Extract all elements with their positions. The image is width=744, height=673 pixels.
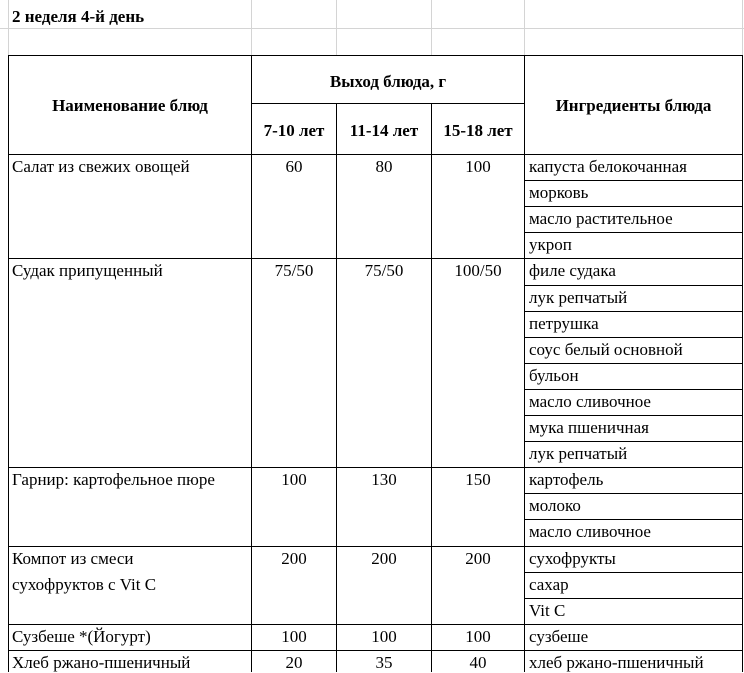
ingredient-divider bbox=[524, 285, 742, 286]
portion-15-18: 40 bbox=[469, 652, 487, 672]
ingredient: укроп bbox=[529, 235, 572, 255]
ingredient-divider bbox=[524, 572, 742, 573]
table-top-border bbox=[8, 55, 742, 56]
header-subdivider bbox=[251, 103, 524, 104]
ingredient-divider bbox=[524, 441, 742, 442]
portion-7-10: 75/50 bbox=[274, 261, 314, 281]
ingredient-divider bbox=[524, 598, 742, 599]
portion-15-18: 150 bbox=[465, 470, 491, 490]
header-age-7-10: 7-10 лет bbox=[263, 121, 325, 140]
col-border-3 bbox=[431, 103, 432, 672]
portion-11-14: 75/50 bbox=[364, 261, 404, 281]
ingredient: молоко bbox=[529, 496, 581, 516]
dish-name: Компот из смеси bbox=[12, 548, 134, 568]
ingredient: лук репчатый bbox=[529, 287, 628, 307]
ingredient: бульон bbox=[529, 365, 579, 385]
ingredient: капуста белокочанная bbox=[529, 157, 687, 176]
dish-name: сухофруктов с Vit C bbox=[12, 574, 157, 594]
ingredient: лук репчатый bbox=[529, 444, 628, 464]
ingredient-divider bbox=[524, 389, 742, 390]
portion-11-14: 130 bbox=[371, 470, 397, 490]
ingredient: масло растительное bbox=[529, 209, 673, 229]
col-border-1 bbox=[251, 55, 252, 672]
header-ingredients: Ингредиенты блюда bbox=[555, 96, 712, 115]
ingredient-divider bbox=[524, 363, 742, 364]
ingredient: соус белый основной bbox=[529, 339, 683, 359]
ingredient: петрушка bbox=[529, 313, 599, 333]
portion-7-10: 100 bbox=[281, 470, 307, 490]
dish-name: Салат из свежих овощей bbox=[12, 157, 190, 176]
grid-row-0 bbox=[0, 28, 744, 29]
header-output: Выход блюда, г bbox=[329, 72, 447, 91]
ingredient: Vit C bbox=[529, 600, 566, 620]
ingredient: сахар bbox=[529, 574, 569, 594]
dish-row-border bbox=[8, 650, 742, 651]
ingredient: сухофрукты bbox=[529, 548, 616, 568]
ingredient: сузбеше bbox=[529, 626, 589, 646]
ingredient-divider bbox=[524, 180, 742, 181]
ingredient: масло сливочное bbox=[529, 391, 651, 411]
ingredient: картофель bbox=[529, 470, 604, 490]
ingredient-divider bbox=[524, 519, 742, 520]
ingredient-divider bbox=[524, 493, 742, 494]
dish-row-border bbox=[8, 546, 742, 547]
portion-11-14: 200 bbox=[371, 548, 397, 568]
portion-11-14: 80 bbox=[375, 157, 393, 176]
portion-7-10: 60 bbox=[285, 157, 303, 176]
portion-7-10: 20 bbox=[285, 652, 303, 672]
portion-7-10: 200 bbox=[281, 548, 307, 568]
ingredient: мука пшеничная bbox=[529, 418, 649, 437]
table-left-border bbox=[8, 55, 9, 672]
header-dish-name: Наименование блюд bbox=[52, 96, 208, 115]
dish-name: Сузбеше *(Йогурт) bbox=[12, 626, 151, 646]
ingredient-divider bbox=[524, 337, 742, 338]
ingredient: хлеб ржано-пшеничный bbox=[529, 652, 704, 672]
header-age-11-14: 11-14 лет bbox=[349, 121, 419, 140]
col-border-2 bbox=[336, 103, 337, 672]
ingredient-divider bbox=[524, 415, 742, 416]
portion-15-18: 100/50 bbox=[454, 261, 502, 281]
portion-11-14: 100 bbox=[371, 626, 397, 646]
dish-row-border bbox=[8, 258, 742, 259]
ingredient-divider bbox=[524, 206, 742, 207]
ingredient: масло сливочное bbox=[529, 522, 651, 542]
ingredient: филе судака bbox=[529, 261, 616, 281]
portion-11-14: 35 bbox=[375, 652, 393, 672]
dish-name: Хлеб ржано-пшеничный bbox=[12, 652, 191, 672]
header-age-15-18: 15-18 лет bbox=[443, 121, 513, 140]
sheet-title: 2 неделя 4-й день bbox=[12, 7, 145, 26]
table-right-border bbox=[742, 55, 743, 672]
portion-15-18: 200 bbox=[465, 548, 491, 568]
ingredient-divider bbox=[524, 311, 742, 312]
portion-15-18: 100 bbox=[465, 626, 491, 646]
dish-name: Гарнир: картофельное пюре bbox=[12, 470, 215, 490]
ingredient: морковь bbox=[529, 183, 589, 203]
portion-15-18: 100 bbox=[465, 157, 491, 176]
dish-name: Судак припущенный bbox=[12, 261, 163, 281]
dish-row-border bbox=[8, 467, 742, 468]
portion-7-10: 100 bbox=[281, 626, 307, 646]
dish-row-border bbox=[8, 624, 742, 625]
ingredient-divider bbox=[524, 232, 742, 233]
header-bottom-border bbox=[8, 154, 742, 155]
